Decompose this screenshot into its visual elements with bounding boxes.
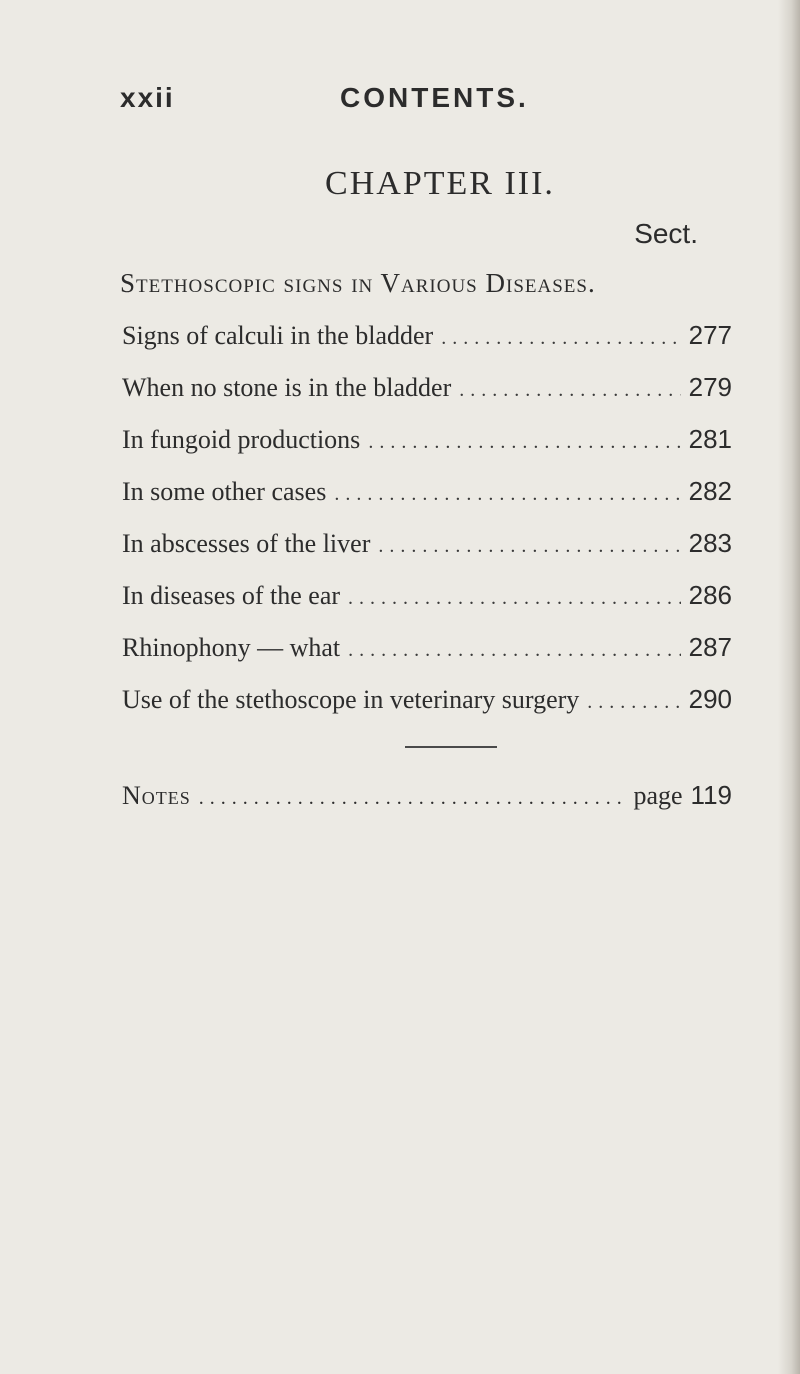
page-edge-shadow [778, 0, 800, 1374]
entry-label: In fungoid productions [122, 425, 361, 454]
section-heading: Stethoscopic signs in Various Diseases. [120, 268, 596, 298]
dot-leader [459, 379, 680, 402]
entry-section-number: 283 [688, 528, 732, 558]
entry-label: In some other cases [122, 477, 327, 506]
entry-section-number: 281 [688, 424, 732, 454]
contents-entry [122, 632, 732, 684]
dot-leader [378, 535, 680, 558]
dot-leader [348, 639, 681, 662]
entry-label: Use of the stethoscope in veterinary surgery [122, 685, 580, 714]
entry-label: Signs of calculi in the bladder [122, 321, 434, 350]
notes-entry [122, 780, 732, 811]
entry-section-number: 282 [688, 476, 732, 506]
dot-leader [441, 327, 680, 350]
page-folio: xxii [120, 82, 175, 113]
dot-leader [587, 691, 680, 714]
running-title: CONTENTS. [340, 82, 529, 113]
notes-page-number: 119 [690, 780, 732, 810]
notes-label: Notes [122, 781, 191, 810]
contents-list [122, 320, 732, 736]
entry-label: In diseases of the ear [122, 581, 341, 610]
running-head [120, 82, 730, 122]
chapter-title: CHAPTER III. [325, 165, 555, 202]
entry-section-number: 279 [688, 372, 732, 402]
dot-leader [199, 787, 626, 810]
entry-section-number: 277 [688, 320, 732, 350]
contents-entry [122, 320, 732, 372]
section-divider-rule [405, 746, 497, 748]
contents-entry [122, 580, 732, 632]
dot-leader [348, 587, 681, 610]
notes-page-word: page [633, 781, 683, 810]
entry-label: In abscesses of the liver [122, 529, 371, 558]
entry-section-number: 290 [688, 684, 732, 714]
entry-label: When no stone is in the bladder [122, 373, 452, 402]
dot-leader [334, 483, 680, 506]
contents-entry [122, 372, 732, 424]
contents-entry [122, 528, 732, 580]
dot-leader [368, 431, 680, 454]
sect-column-label: Sect. [634, 218, 698, 249]
contents-entry [122, 684, 732, 736]
entry-section-number: 286 [688, 580, 732, 610]
entry-section-number: 287 [688, 632, 732, 662]
entry-label: Rhinophony — what [122, 633, 341, 662]
contents-entry [122, 424, 732, 476]
contents-entry [122, 476, 732, 528]
